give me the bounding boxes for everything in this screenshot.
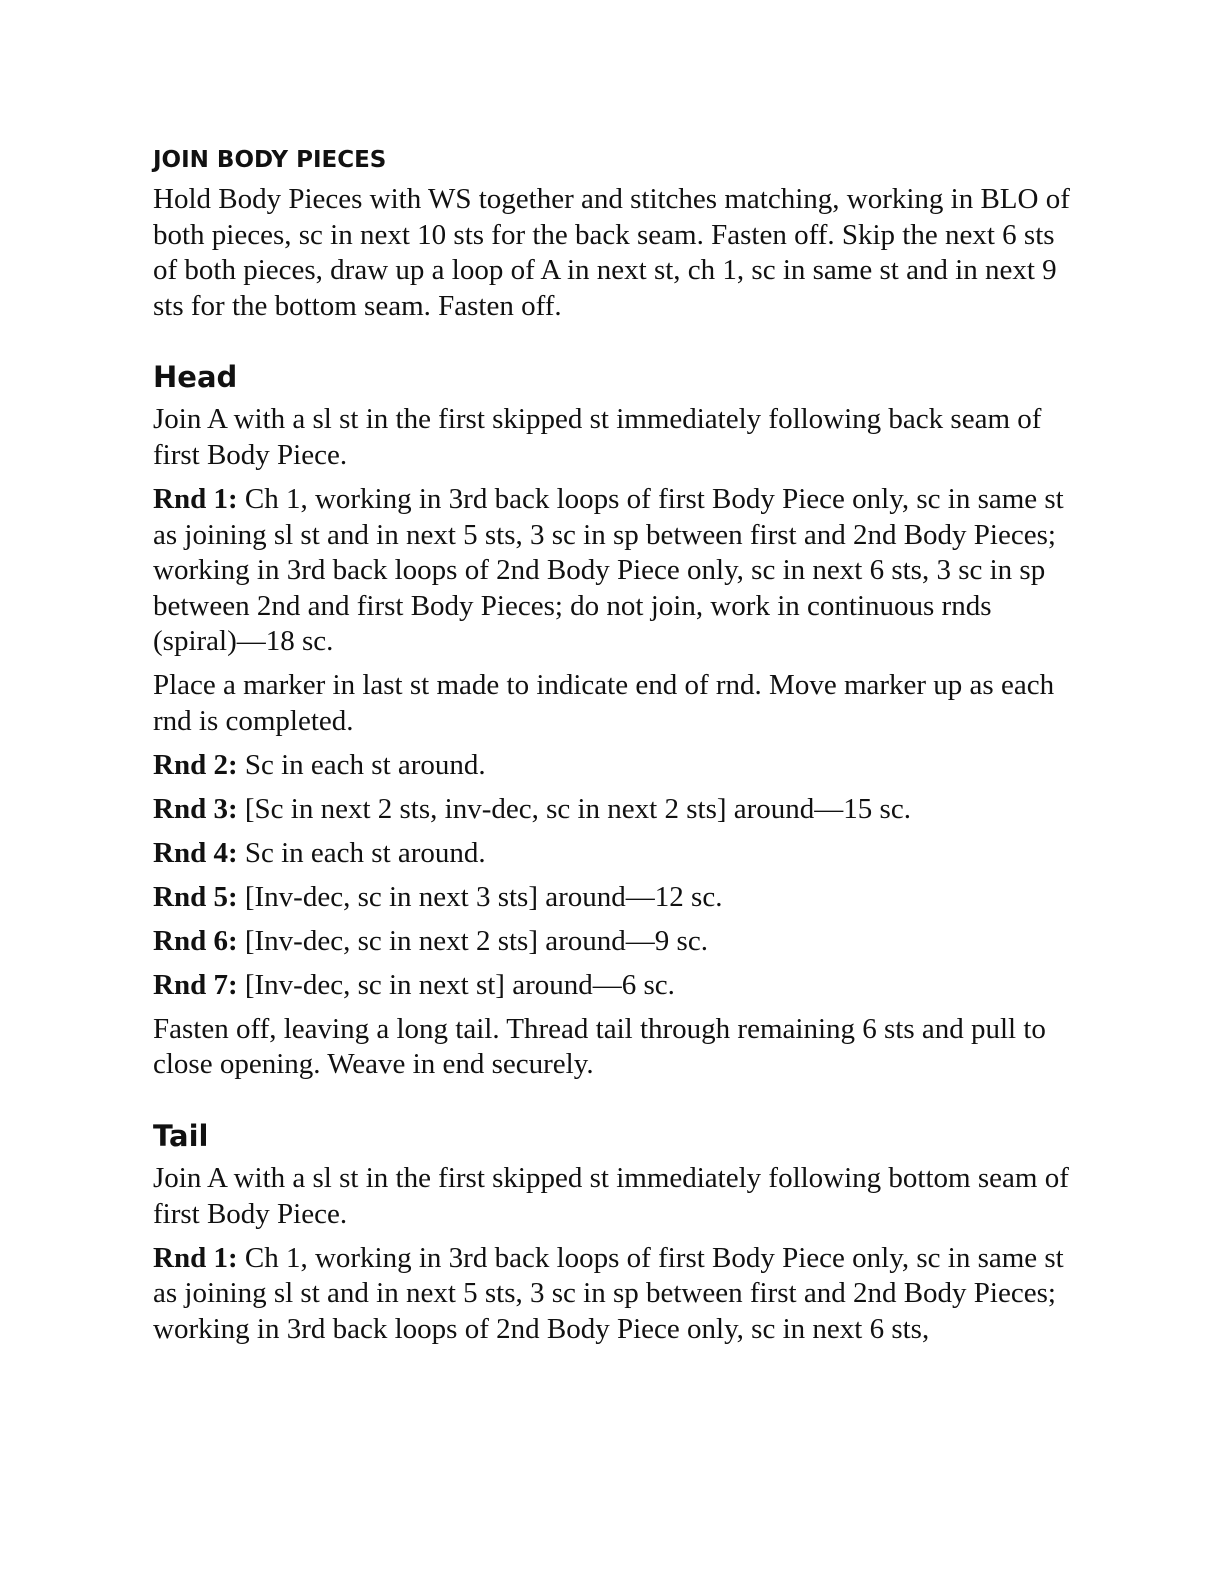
rnd-text: Ch 1, working in 3rd back loops of first Body Piece only, sc in same st as joining sl st and in next 5 sts, 3 sc in sp between first and 2nd Body Pieces; working in 3rd back loops of 2nd Body Piece only, sc in next 6 sts, 3 sc in sp between 2nd and first Body Pieces; do not join, work in continuous rnds (spiral)—18 sc. bbox=[153, 482, 1064, 658]
head-marker-note: Place a marker in last st made to indicate end of rnd. Move marker up as each rnd is completed. bbox=[153, 669, 1055, 737]
join-instructions: Hold Body Pieces with WS together and stitches matching, working in BLO of both pieces, sc in next 10 sts for the back seam. Fasten off. Skip the next 6 sts of both pieces, draw up a loop of A in next st, ch 1, sc in same st and in next 9 sts for the bottom seam. Fasten off. bbox=[153, 183, 1070, 322]
rnd-label: Rnd 1: bbox=[153, 482, 238, 515]
rnd-text: [Inv-dec, sc in next 3 sts] around—12 sc. bbox=[237, 880, 723, 913]
head-finish: Fasten off, leaving a long tail. Thread tail through remaining 6 sts and pull to close opening. Weave in end securely. bbox=[153, 1012, 1046, 1081]
tail-section bbox=[153, 1119, 1073, 1347]
head-rnd-4 bbox=[153, 836, 1073, 872]
rnd-label: Rnd 1: bbox=[153, 1241, 238, 1274]
rnd-label: Rnd 2: bbox=[153, 748, 238, 781]
pattern-page bbox=[153, 138, 1073, 1372]
head-rnd-1 bbox=[153, 482, 1073, 660]
head-rnd-6 bbox=[153, 924, 1073, 960]
rnd-label: Rnd 4: bbox=[153, 836, 238, 869]
head-section bbox=[153, 360, 1073, 1083]
rnd-label: Rnd 6: bbox=[153, 924, 238, 957]
tail-intro: Join A with a sl st in the first skipped st immediately following bottom seam of first Body Piece. bbox=[153, 1161, 1069, 1230]
head-rnd-7 bbox=[153, 968, 1073, 1004]
head-rnd-3 bbox=[153, 792, 1073, 828]
rnd-label: Rnd 5: bbox=[153, 880, 238, 913]
rnd-text: [Inv-dec, sc in next st] around—6 sc. bbox=[237, 968, 675, 1001]
head-heading: Head bbox=[153, 360, 238, 395]
head-rnd-5 bbox=[153, 880, 1073, 916]
tail-rnd-1 bbox=[153, 1241, 1073, 1348]
rnd-text: [Inv-dec, sc in next 2 sts] around—9 sc. bbox=[237, 924, 708, 957]
tail-heading: Tail bbox=[153, 1118, 209, 1153]
join-section bbox=[153, 146, 1073, 324]
join-heading: JOIN BODY PIECES bbox=[153, 147, 387, 173]
rnd-label: Rnd 3: bbox=[153, 792, 238, 825]
rnd-text: Ch 1, working in 3rd back loops of first Body Piece only, sc in same st as joining sl st and in next 5 sts, 3 sc in sp between first and 2nd Body Pieces; working in 3rd back loops of 2nd Body Piece only, sc in next 6 sts, bbox=[153, 1241, 1064, 1345]
rnd-label: Rnd 7: bbox=[153, 968, 238, 1001]
rnd-text: Sc in each st around. bbox=[237, 748, 486, 781]
head-rnd-2 bbox=[153, 748, 1073, 784]
rnd-text: Sc in each st around. bbox=[237, 836, 486, 869]
rnd-text: [Sc in next 2 sts, inv-dec, sc in next 2 sts] around—15 sc. bbox=[237, 792, 911, 825]
head-intro: Join A with a sl st in the first skipped st immediately following back seam of first Body Piece. bbox=[153, 403, 1042, 471]
